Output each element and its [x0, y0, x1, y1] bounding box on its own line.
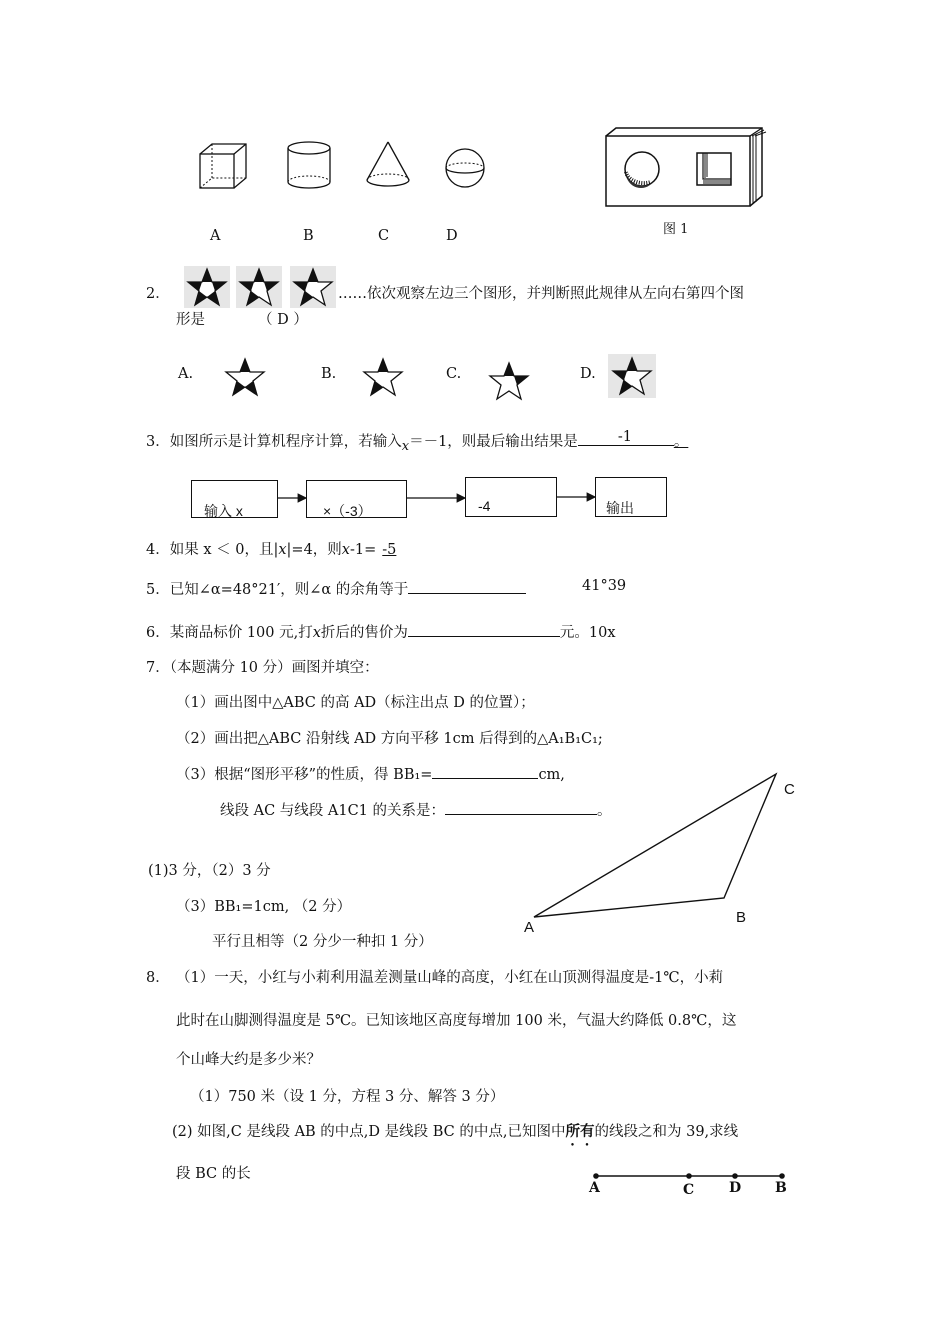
q6-answer: 10x — [588, 625, 616, 641]
figure-1-caption: 图 1 — [663, 222, 689, 237]
triangle-label-b: B — [736, 909, 747, 926]
q2-option-b-label: B. — [321, 366, 337, 382]
q2-option-a-label: A. — [178, 366, 194, 382]
q8-line3: 个山峰大约是多少米？ — [176, 1052, 321, 1068]
q2-option-c-label: C. — [446, 366, 462, 382]
q7-title: 7．（本题满分 10 分）画图并填空： — [146, 660, 379, 676]
segment-label-b: B — [775, 1180, 787, 1196]
q8-line1: （1）一天，小红与小莉利用温差测量山峰的高度，小红在山顶测得温度是-1℃，小莉 — [176, 970, 724, 986]
q8-part2-line2: 段 BC 的长 — [176, 1166, 251, 1182]
q8-number: 8． — [146, 970, 170, 986]
q4-answer: -5 — [382, 542, 397, 558]
q2-text-line2: 形是 — [176, 312, 205, 328]
q7-part3: （3）根据“图形平移”的性质，得 BB₁= cm, — [176, 763, 565, 784]
shape-label-d: D — [446, 228, 458, 244]
segment-label-d: D — [729, 1180, 742, 1196]
q7-score-3: 平行且相等（2 分少一种扣 1 分） — [212, 934, 433, 950]
shape-label-a: A — [210, 228, 221, 244]
q2-option-d-label: D. — [580, 366, 596, 382]
shape-label-b: B — [303, 228, 314, 244]
q7-part2: （2）画出把△ABC 沿射线 AD 方向平移 1cm 后得到的△A₁B₁C₁; — [176, 731, 603, 747]
segment-label-a: A — [589, 1180, 600, 1196]
q5-answer: 41°39 — [582, 578, 627, 594]
q6-text: 6．某商品标价 100 元,打x折后的售价为 元。10x — [146, 621, 616, 642]
triangle-label-a: A — [524, 919, 535, 936]
q2-text-line1: ……依次观察左边三个图形，并判断照此规律从左向右第四个图 — [338, 286, 744, 302]
q8-part2-line1: (2) 如图,C 是线段 AB 的中点,D 是线段 BC 的中点,已知图中所有的线段之和为 39,求线 — [172, 1123, 739, 1140]
q8-answer-1: （1）750 米（设 1 分，方程 3 分、解答 3 分） — [190, 1089, 505, 1105]
triangle-label-c: C — [784, 781, 795, 798]
q2-answer: （ D ） — [258, 312, 308, 328]
q8-line2: 此时在山脚测得温度是 5℃。已知该地区高度每增加 100 米，气温大约降低 0.8℃，这 — [176, 1013, 737, 1029]
flow-box-output: 输出 — [595, 477, 667, 517]
q2-number: 2． — [146, 286, 170, 302]
q7-part1: （1）画出图中△ABC 的高 AD（标注出点 D 的位置）； — [176, 695, 535, 711]
q7-score-1: (1)3 分，（2）3 分 — [148, 863, 271, 879]
q3-answer: -1 — [617, 429, 632, 445]
flow-box-multiply: ×（-3） — [306, 480, 407, 518]
q3-text: 3．如图所示是计算机程序计算，若输入x＝－1，则最后输出结果是 -1 。 — [146, 429, 689, 454]
flow-box-minus4: -4 — [465, 477, 557, 517]
q5-text: 5．已知∠α=48°21′，则∠α 的余角等于 — [146, 578, 526, 599]
q4-text: 4．如果 x ＜ 0，且|x|=4，则x-1= -5 — [146, 538, 406, 559]
shape-label-c: C — [378, 228, 390, 244]
q7-score-2: （3）BB₁=1cm, （2 分） — [176, 899, 352, 915]
segment-label-c: C — [683, 1182, 695, 1198]
q7-part4: 线段 AC 与线段 A1C1 的关系是： 。 — [220, 799, 612, 820]
flow-box-input: 输入 x — [191, 480, 278, 518]
